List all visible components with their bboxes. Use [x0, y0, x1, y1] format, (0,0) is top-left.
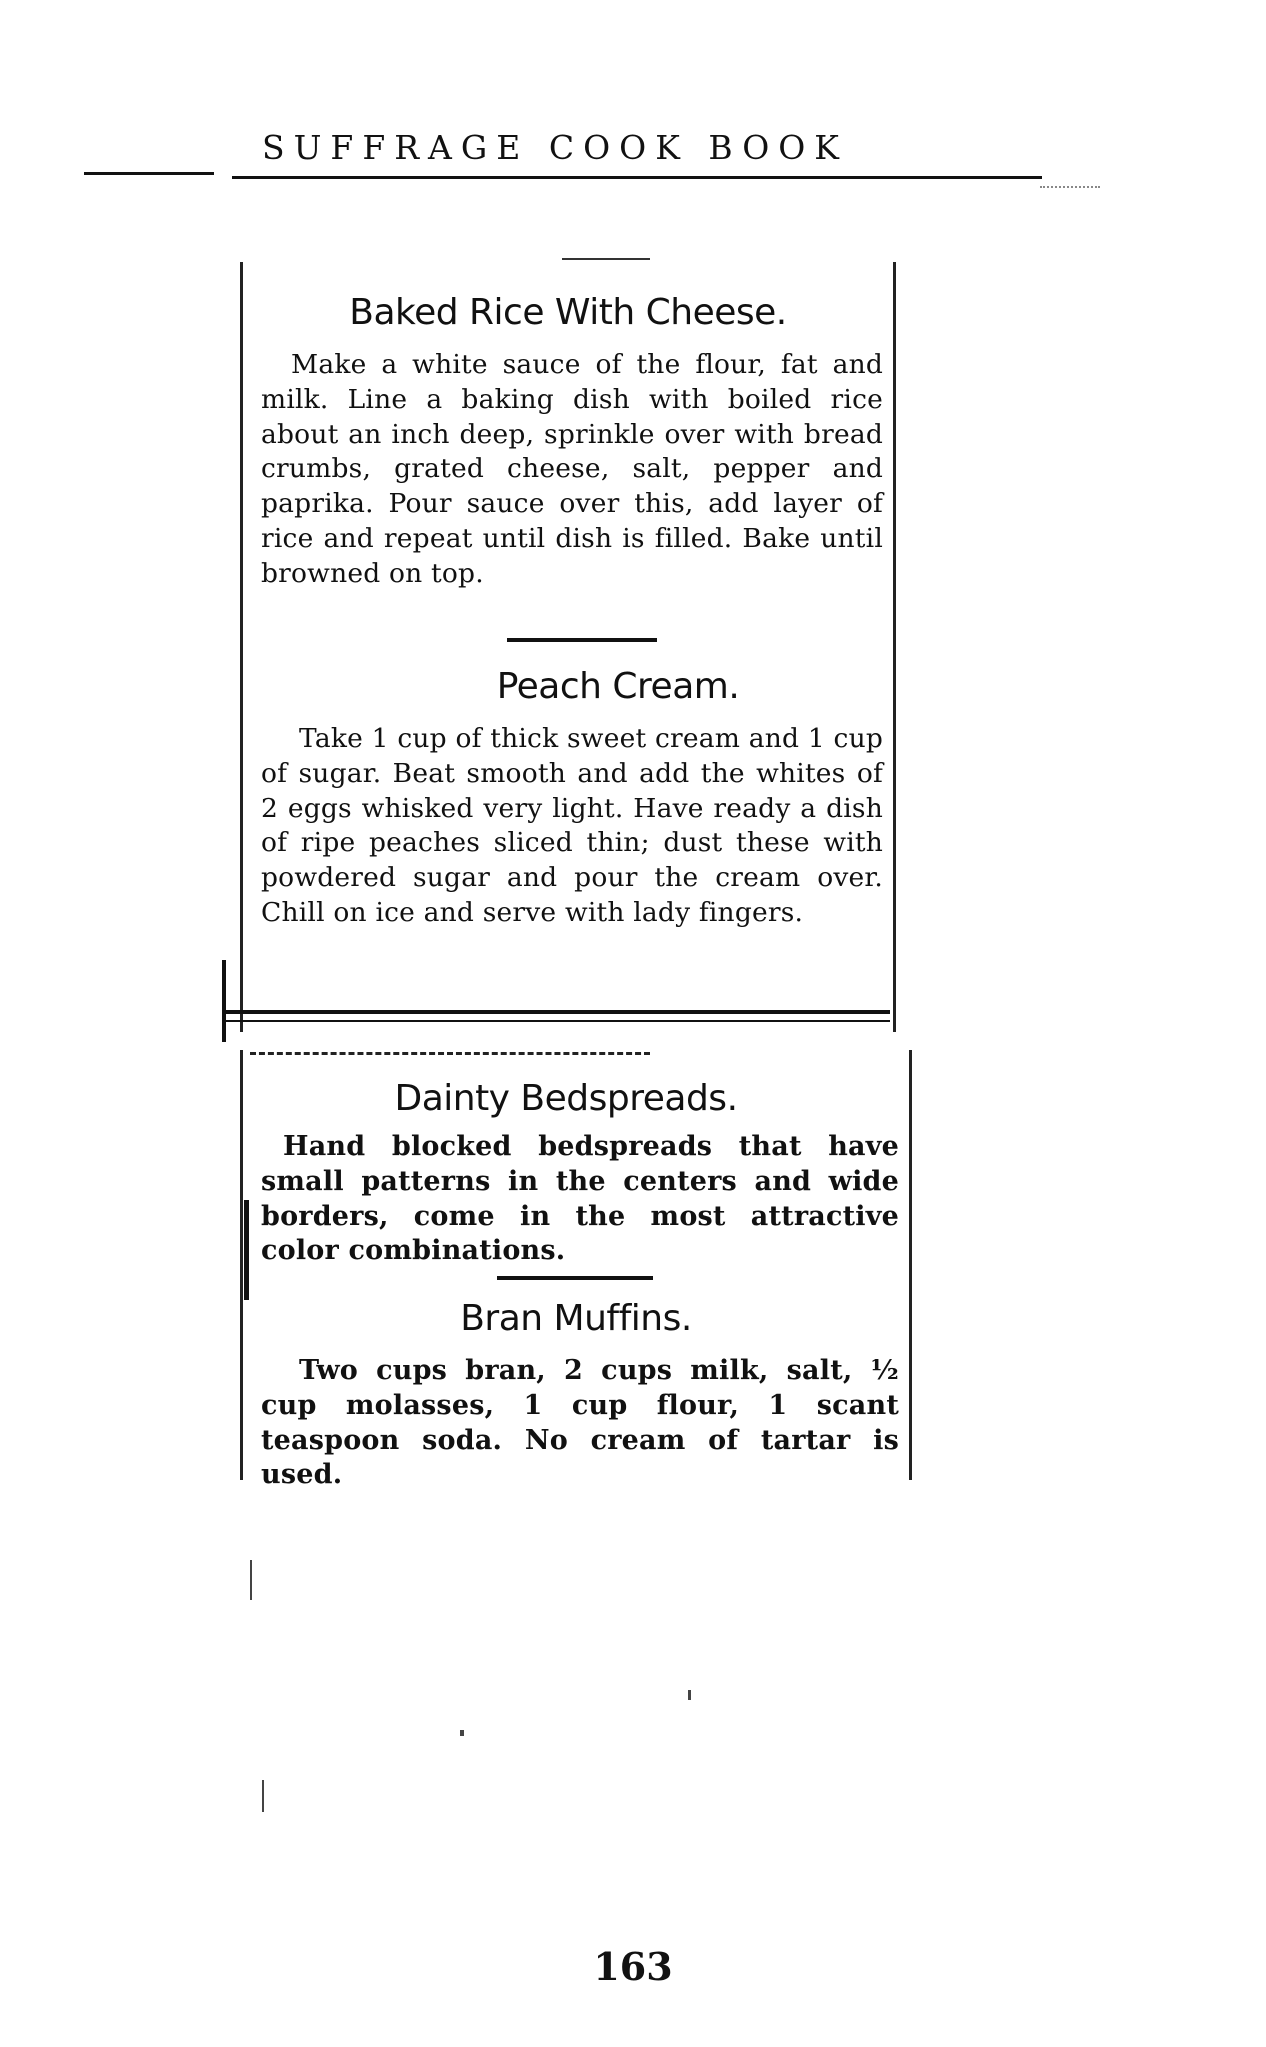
article-text: Two cups bran, 2 cups milk, salt, ½ cup molasses, 1 cup flour, 1 scant teaspoon soda. No cream of tartar is used. [261, 1355, 899, 1491]
head-rule-tail [1040, 186, 1100, 188]
top-dash [562, 258, 650, 260]
article-divider [497, 1276, 653, 1280]
stray-mark [460, 1730, 464, 1736]
clipping-1-rule-heavy [226, 1010, 890, 1014]
article-title: Dainty Bedspreads. [394, 1078, 738, 1119]
clipping-1-edge [222, 960, 226, 1042]
article-divider [507, 638, 657, 642]
article-title: Peach Cream. [496, 666, 740, 707]
head-rule-left [84, 172, 214, 175]
article-text: Take 1 cup of thick sweet cream and 1 cup of sugar. Beat smooth and add the whites of 2 eggs whisked very light. Have ready a dish of ripe peaches sliced thin; dust these with powdered sugar and pour the cream over. Chill on ice and serve with lady fingers. [261, 723, 883, 928]
stray-mark [250, 1560, 252, 1600]
article-title: Bran Muffins. [460, 1298, 692, 1339]
article-text: Make a white sauce of the flour, fat and milk. Line a baking dish with boiled rice about an inch deep, sprinkle over with bread crumbs, grated cheese, salt, pepper and paprika. Pour sauce over this, add layer of rice and repeat until dish is filled. Bake until browned on top. [261, 349, 883, 589]
article-text: Hand blocked bedspreads that have small patterns in the centers and wide borders, come in the most attractive color combinations. [261, 1131, 899, 1267]
clipping-1-rule-light [226, 1020, 890, 1022]
clipping-1 [240, 262, 896, 1032]
clipping-2 [240, 1050, 912, 1491]
clipping-2-edge [244, 1200, 249, 1300]
running-head: SUFFRAGE COOK BOOK [262, 128, 848, 167]
stray-mark [688, 1690, 691, 1700]
article-title: Baked Rice With Cheese. [349, 292, 787, 333]
page-number: 163 [593, 1944, 673, 1989]
stray-mark [262, 1780, 264, 1812]
head-rule [232, 176, 1042, 179]
